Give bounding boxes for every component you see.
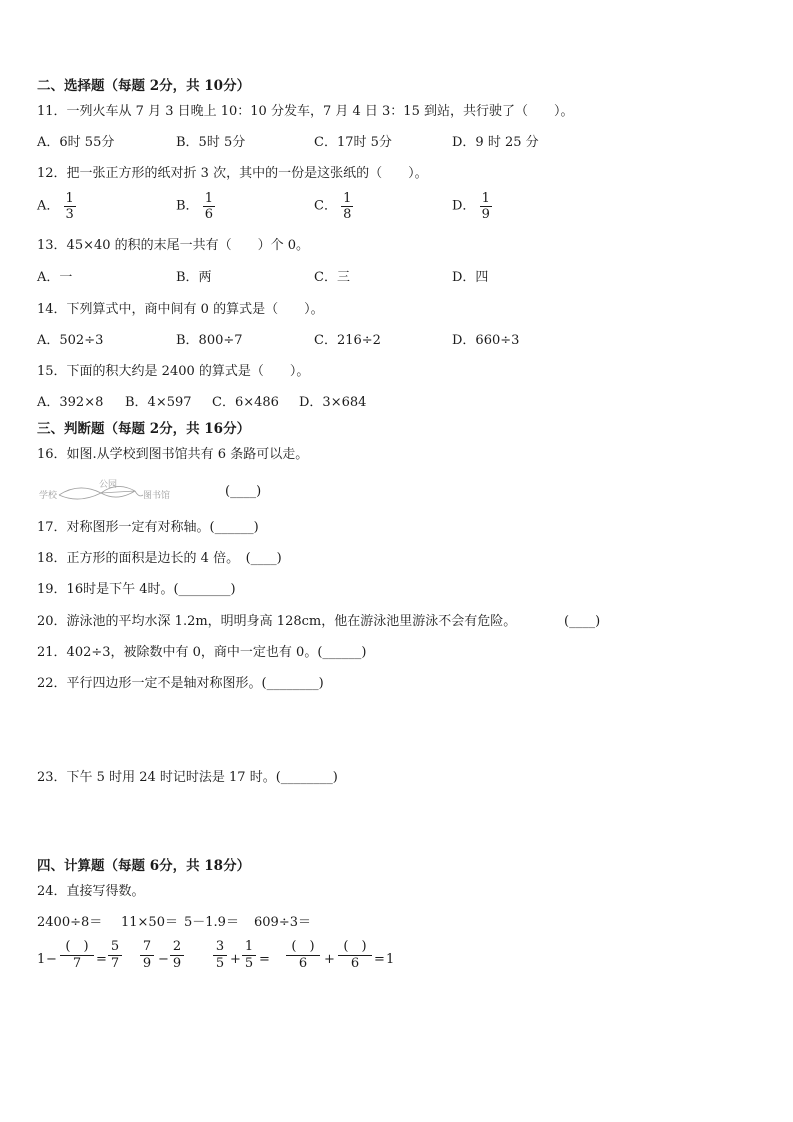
q12-d-label: D．	[452, 198, 476, 214]
numerator: 1	[204, 191, 213, 206]
q13-option-a: A．一	[37, 270, 73, 285]
question-11: 11．一列火车从 7 月 3 日晚上 10：10 分发车，7 月 4 日 3：15 到站，共行驶了（ ）。	[37, 104, 574, 119]
numerator: 2	[172, 939, 182, 954]
fraction-blank-over-6-second	[338, 939, 372, 972]
q14-option-d: D．660÷3	[452, 333, 520, 348]
question-20: 20．游泳池的平均水深 1.2m，明明身高 128cm，他在游泳池里游泳不会有危险。	[37, 614, 517, 629]
q12-b-fraction	[203, 191, 215, 222]
question-15: 15．下面的积大约是 2400 的算式是（ ）。	[37, 364, 310, 379]
q20-answer-blank[interactable]: (____)	[564, 614, 601, 629]
numerator: 7	[142, 939, 152, 954]
question-21: 21．402÷3，被除数中有 0，商中一定也有 0。(______)	[37, 645, 367, 660]
calc-5-minus-1-9: 5－1.9＝	[184, 915, 239, 930]
q13-option-c: C．三	[314, 270, 350, 285]
fraction-3-5	[213, 939, 227, 972]
route-figure	[37, 478, 197, 508]
q14-option-a: A．502÷3	[37, 333, 104, 348]
question-19: 19．16时是下午 4时。(________)	[37, 582, 236, 597]
calc-11-times-50: 11×50＝	[121, 915, 178, 930]
denominator: 9	[481, 207, 490, 222]
answer-blank[interactable]: ( )	[343, 939, 367, 954]
q14-option-b: B．800÷7	[176, 333, 243, 348]
denominator: 6	[298, 956, 308, 971]
q12-d-fraction	[480, 191, 492, 222]
denominator: 6	[204, 207, 213, 222]
q15-option-b: B．4×597	[125, 395, 192, 410]
answer-blank[interactable]: ( )	[291, 939, 315, 954]
equals-sign: =	[259, 952, 270, 967]
q12-option-a	[37, 191, 76, 222]
q13-option-b: B．两	[176, 270, 212, 285]
figure-label-park: 公园	[99, 480, 118, 490]
numerator: 1	[343, 191, 352, 206]
numerator: 1	[244, 939, 254, 954]
fraction-blank-over-6-first	[286, 939, 320, 972]
denominator: 3	[65, 207, 74, 222]
section-4-title: 四、计算题（每题 6分，共 18分）	[37, 858, 251, 874]
numerator: 3	[215, 939, 225, 954]
route-path	[101, 491, 135, 493]
minus-sign: −	[46, 952, 57, 967]
question-17: 17．对称图形一定有对称轴。(______)	[37, 520, 259, 535]
question-12: 12．把一张正方形的纸对折 3 次，其中的一份是这张纸的（ ）。	[37, 166, 428, 181]
q14-option-c: C．216÷2	[314, 333, 381, 348]
q12-c-label: C．	[314, 198, 337, 214]
numerator: 5	[110, 939, 120, 954]
section-2-title: 二、选择题（每题 2分，共 10分）	[37, 78, 251, 94]
figure-label-school: 学校	[39, 491, 58, 501]
q12-option-b	[176, 191, 215, 222]
plus-sign: +	[230, 952, 241, 967]
calc-2400-div-8: 2400÷8＝	[37, 915, 103, 930]
calc-609-div-3: 609÷3＝	[254, 915, 311, 930]
question-23: 23．下午 5 时用 24 时记时法是 17 时。(________)	[37, 770, 338, 785]
denominator: 9	[142, 956, 152, 971]
q11-option-c: C．17时 5分	[314, 135, 392, 150]
q12-a-label: A．	[37, 198, 60, 214]
figure-label-library: 图书馆	[143, 491, 171, 501]
q11-option-b: B．5时 5分	[176, 135, 246, 150]
fraction-7-9	[140, 939, 154, 972]
question-14: 14．下列算式中，商中间有 0 的算式是（ ）。	[37, 302, 324, 317]
equals-sign: =	[374, 952, 385, 967]
fraction-1-5	[242, 939, 256, 972]
q12-a-fraction	[64, 191, 76, 222]
q12-b-label: B．	[176, 198, 199, 214]
equals-sign: =	[96, 952, 107, 967]
route-path	[135, 491, 143, 496]
fraction-5-7	[108, 939, 122, 972]
calc-one: 1	[37, 952, 46, 967]
denominator: 7	[110, 956, 120, 971]
q13-option-d: D．四	[452, 270, 489, 285]
result-one: 1	[386, 952, 395, 967]
numerator: 1	[481, 191, 490, 206]
answer-blank[interactable]: ( )	[65, 939, 89, 954]
fraction-2-9	[170, 939, 184, 972]
question-24: 24．直接写得数。	[37, 884, 145, 899]
q11-option-d: D．9 时 25 分	[452, 135, 539, 150]
denominator: 8	[343, 207, 352, 222]
denominator: 5	[244, 956, 254, 971]
denominator: 5	[215, 956, 225, 971]
numerator: 1	[65, 191, 74, 206]
question-18: 18．正方形的面积是边长的 4 倍。 (____)	[37, 551, 282, 566]
fraction-blank-over-7	[60, 939, 94, 972]
question-22: 22．平行四边形一定不是轴对称图形。(________)	[37, 676, 324, 691]
q12-option-d	[452, 191, 492, 222]
denominator: 9	[172, 956, 182, 971]
plus-sign: +	[324, 952, 335, 967]
q11-option-a: A．6时 55分	[37, 135, 115, 150]
q16-answer-blank[interactable]: (____)	[225, 484, 262, 499]
denominator: 6	[350, 956, 360, 971]
route-path	[59, 488, 101, 495]
minus-sign: −	[158, 952, 169, 967]
route-path	[59, 493, 101, 499]
q12-c-fraction	[341, 191, 353, 222]
question-13: 13．45×40 的积的末尾一共有（ ）个 0。	[37, 238, 310, 253]
question-16: 16．如图.从学校到图书馆共有 6 条路可以走。	[37, 447, 309, 462]
section-3-title: 三、判断题（每题 2分，共 16分）	[37, 421, 251, 437]
denominator: 7	[72, 956, 82, 971]
q15-option-c: C．6×486	[212, 395, 279, 410]
q12-option-c	[314, 191, 353, 222]
q15-option-a: A．392×8	[37, 395, 104, 410]
q15-option-d: D．3×684	[299, 395, 367, 410]
